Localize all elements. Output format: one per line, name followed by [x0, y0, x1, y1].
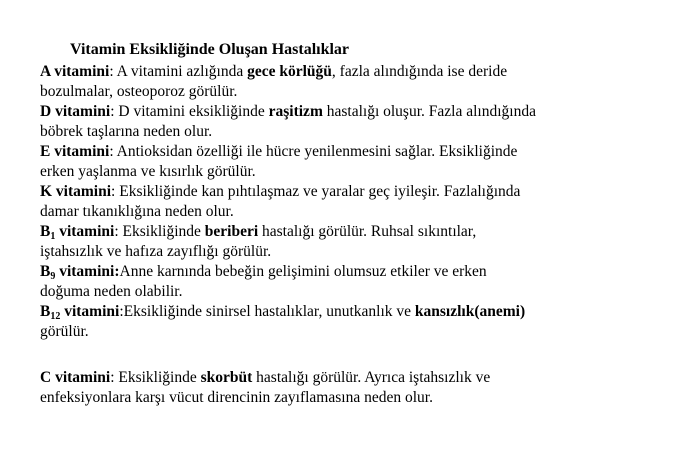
entry-label: A vitamini	[40, 63, 110, 80]
entry-b1-vitamin: $B_1$ vitamini: Eksikliğinde beriberi hastalığı görülür. Ruhsal sıkıntılar, iştahsızlık ve hafıza zayıflığı görülür.	[40, 223, 477, 260]
entry-label: K vitamini	[40, 183, 112, 200]
entry-label: D vitamini	[40, 103, 111, 120]
entry-k-vitamin: K vitamini: Eksikliğinde kan pıhtılaşmaz ve yaralar geç iyileşir. Fazlalığında damar tıkanıklığına neden olur.	[40, 183, 521, 220]
entry-b9-vitamin: $B_9$ vitamini:Anne karnında bebeğin gelişimini olumsuz etkiler ve erken doğuma neden olabilir.	[40, 263, 487, 300]
entry-d-vitamin: D vitamini: D vitamini eksikliğinde raşitizm hastalığı oluşur. Fazla alındığında böbrek taşlarına neden olur.	[40, 103, 536, 140]
disease-name: raşitizm	[268, 103, 323, 120]
disease-name: kansızlık(anemi)	[414, 303, 526, 320]
entry-a-vitamin: A vitamini: A vitamini azlığında gece körlüğü, fazla alındığında ise deride bozulmalar, osteoporoz görülür.	[40, 63, 508, 100]
entry-e-vitamin: E vitamini: Antioksidan özelliği ile hücre yenilenmesini sağlar. Eksikliğinde erken yaşlanma ve kısırlık görülür.	[40, 143, 518, 180]
entry-b12-vitamin: $B_{12}$ vitamini:Eksikliğinde sinirsel hastalıklar, unutkanlık ve kansızlık(anemi) görülür.	[40, 303, 526, 340]
disease-name: skorbüt	[200, 369, 253, 386]
c-vitamin-block	[40, 368, 660, 408]
vitamin-list	[40, 62, 660, 342]
disease-name: gece körlüğü	[247, 63, 332, 80]
entry-label: $B_1$ vitamini	[40, 223, 115, 242]
entry-label: C vitamini	[40, 369, 111, 386]
entry-label: E vitamini	[40, 143, 110, 160]
entry-label: $B_{12}$ vitamini	[40, 303, 120, 322]
disease-name: beriberi	[204, 223, 259, 240]
entry-label: $B_9$ vitamini:	[40, 263, 120, 282]
document-title: Vitamin Eksikliğinde Oluşan Hastalıklar	[70, 41, 350, 58]
entry-c-vitamin: C vitamini: Eksikliğinde skorbüt hastalığı görülür. Ayrıca iştahsızlık ve enfeksiyonlara karşı vücut direncinin zayıflamasına neden olur.	[40, 369, 491, 406]
